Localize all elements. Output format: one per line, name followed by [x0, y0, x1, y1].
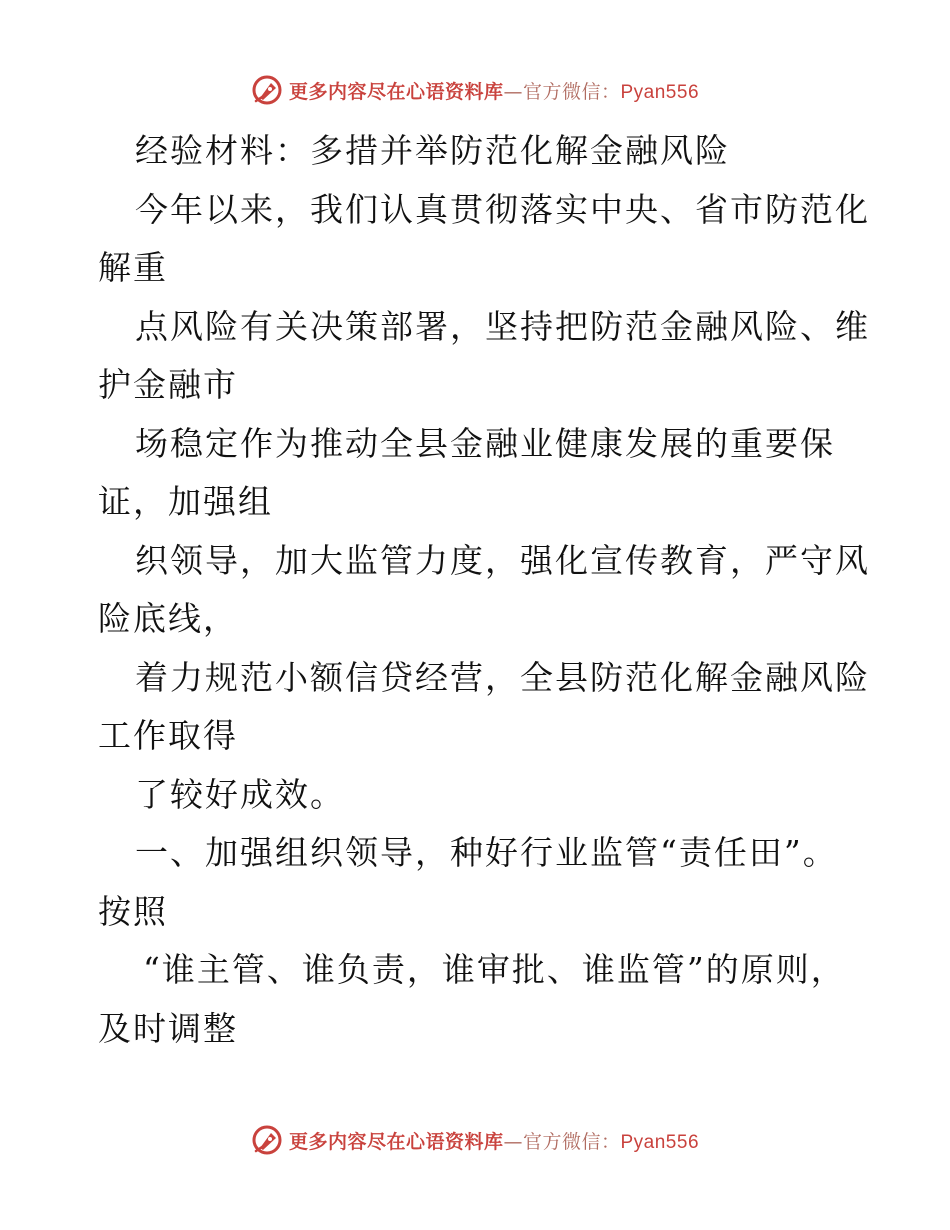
text-line: 今年以来，我们认真贯彻落实中央、省市防范化	[135, 189, 870, 229]
text-line: 险底线，	[98, 599, 238, 638]
text-line: 解重	[98, 248, 168, 287]
pen-nib-circle-icon	[251, 1124, 283, 1156]
watermark-group	[251, 1124, 699, 1156]
text-line: 护金融市	[98, 365, 238, 404]
text-line: 织领导，加大监管力度，强化宣传教育，严守风	[135, 540, 870, 580]
header-watermark	[0, 70, 950, 110]
text-line: 场稳定作为推动全县金融业健康发展的重要保	[135, 423, 835, 463]
watermark-wechat-id: Pyan556	[620, 81, 700, 103]
text-line: 了较好成效。	[135, 774, 345, 814]
text-line: “谁主管、谁负责，谁审批、谁监管”的原则，	[143, 950, 846, 989]
watermark-dash: —	[503, 80, 523, 103]
watermark-wechat-id: Pyan556	[620, 1131, 700, 1153]
watermark-prefix: 更多内容尽在心语资料库	[288, 80, 504, 103]
text-line: 按照	[98, 891, 168, 931]
text-line: 工作取得	[98, 716, 238, 755]
watermark-wechat-label: 官方微信：	[522, 1130, 621, 1153]
watermark-prefix: 更多内容尽在心语资料库	[288, 1130, 504, 1153]
text-line: 着力规范小额信贷经营，全县防范化解金融风险	[135, 657, 870, 697]
text-line: 证，加强组	[98, 482, 273, 521]
watermark-dash: —	[503, 1130, 523, 1153]
text-line: 点风险有关决策部署，坚持把防范金融风险、维	[135, 306, 870, 346]
footer-watermark	[0, 1120, 950, 1160]
watermark-text	[289, 77, 699, 104]
document-body	[98, 122, 870, 1058]
document-title: 经验材料：多措并举防范化解金融风险	[135, 131, 730, 170]
watermark-text	[289, 1127, 699, 1154]
section-heading: 一、加强组织领导，种好行业监管“责任田”。	[135, 833, 838, 872]
pen-nib-circle-icon	[251, 74, 283, 106]
text-line: 及时调整	[98, 1008, 238, 1048]
watermark-group	[251, 74, 699, 106]
watermark-wechat-label: 官方微信：	[522, 80, 621, 103]
